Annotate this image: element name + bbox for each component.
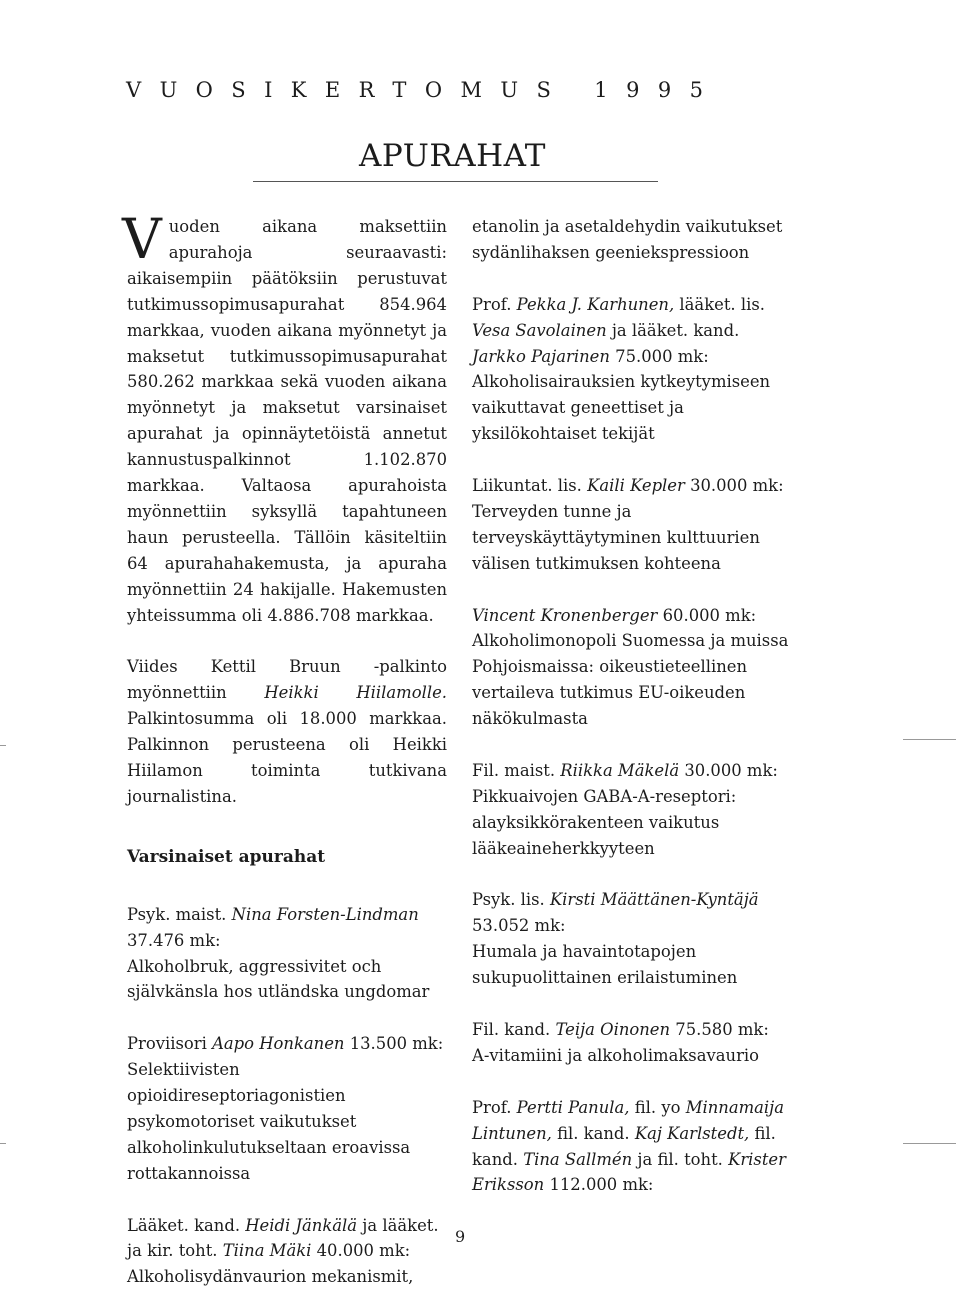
grant-topic-continued: etanolin ja asetaldehydin vaikutukset sydänlihaksen geeniekspressioon bbox=[472, 217, 783, 262]
edge-mark bbox=[0, 1143, 6, 1144]
grant-topic: Alkoholisydänvaurion mekanismit, bbox=[127, 1267, 414, 1287]
grants-heading: Varsinaiset apurahat bbox=[127, 846, 326, 867]
recipient-name: Kaj Karlstedt, bbox=[634, 1123, 750, 1143]
grant-recipient: Psyk. lis. Kirsti Määttänen-Kyntäjä bbox=[472, 890, 759, 910]
grant-recipient: Prof. Pertti Panula, fil. yo Minnamaija Lintunen, fil. kand. Kaj Karlstedt, fil. kand. Tina Sallmén ja fil. toht. Krister Eriksson 112.000 mk: bbox=[472, 1097, 786, 1195]
left-column bbox=[122, 207, 447, 1290]
recipient-name: Vesa Savolainen bbox=[472, 320, 607, 340]
grant-topic: Terveyden tunne ja terveyskäyttäytyminen kulttuurien välisen tutkimuksen kohteena bbox=[472, 501, 760, 573]
grant-topic: Alkoholimonopoli Suomessa ja muissa Pohjoismaissa: oikeustieteellinen vertaileva tutkimus EU-oikeuden näkökulmasta bbox=[472, 631, 789, 729]
grant-recipient: Prof. Pekka J. Karhunen, lääket. lis. Vesa Savolainen ja lääket. kand. Jarkko Pajarinen 75.000 mk: bbox=[472, 294, 765, 366]
grant-recipient: Liikuntat. lis. Kaili Kepler 30.000 mk: bbox=[472, 476, 784, 496]
title-rule bbox=[253, 181, 658, 182]
recipient-name: Krister Eriksson bbox=[472, 1149, 786, 1195]
grant-entry bbox=[472, 758, 792, 862]
grant-topic: Pikkuaivojen GABA-A-reseptori: alayksikkörakenteen vaikutus lääkeaineherkkyyteen bbox=[472, 786, 737, 858]
running-head: VUOSIKERTOMUS 1995 bbox=[126, 78, 722, 102]
grant-recipient: Fil. kand. Teija Oinonen 75.580 mk: bbox=[472, 1020, 769, 1039]
page-number: 9 bbox=[455, 1227, 466, 1246]
intro-text: uoden aikana maksettiin apurahoja seuraavasti: aikaisempiin päätöksiin perustuvat tutkimussopimusapurahat 854.964 markkaa, vuoden aikana myönnetyt ja maksetut tutkimussopimusapurahat 580.262 markkaa sekä vuoden aikana myönnetyt ja maksetut varsinaiset apurahat ja opinnäytetöistä annetut kannustuspalkinnot 1.102.870 markkaa. Valtaosa apurahoista myönnettiin syksyllä tapahtuneen haun perusteella. Tällöin käsiteltiin 64 apurahahakemusta, ja apuraha myönnettiin 24 hakijalle. Hakemusten yhteissumma oli 4.886.708 markkaa. bbox=[127, 217, 447, 625]
recipient-name: Nina Forsten-Lindman bbox=[231, 904, 419, 924]
recipient-name: Kirsti Määttänen-Kyntäjä bbox=[549, 890, 759, 910]
grant-topic: Selektiivisten opioidireseptoriagonistien psykomotoriset vaikutukset alkoholinkulutukseltaan eroavissa rottakannoissa bbox=[127, 1060, 411, 1183]
grant-topic: Alkoholbruk, aggressivitet och självkänsla hos utländska ungdomar bbox=[127, 956, 430, 1002]
prize-recipient: Heikki Hiilamolle. bbox=[264, 683, 447, 703]
grant-entry bbox=[472, 887, 792, 991]
prize-before: Viides Kettil Bruun -palkinto myönnettiin bbox=[127, 657, 447, 703]
grant-amount: 60.000 mk: bbox=[662, 605, 757, 625]
recipient-name: Tina Sallmén bbox=[523, 1149, 633, 1169]
prize-paragraph bbox=[127, 654, 447, 809]
recipient-name: Aapo Honkanen bbox=[212, 1034, 345, 1054]
margin-rule bbox=[903, 1143, 956, 1144]
grant-amount: 37.476 mk: bbox=[127, 930, 221, 950]
grant-entry bbox=[472, 603, 792, 733]
drop-cap: V bbox=[122, 207, 162, 271]
grant-amount: 40.000 mk: bbox=[316, 1241, 411, 1261]
edge-mark bbox=[0, 745, 6, 746]
recipient-name: Pertti Panula, bbox=[516, 1097, 630, 1117]
grant-entry bbox=[127, 902, 447, 1006]
grant-recipient: Psyk. maist. Nina Forsten-Lindman bbox=[127, 904, 419, 924]
grant-entry bbox=[472, 473, 792, 577]
recipient-name: Jarkko Pajarinen bbox=[472, 346, 610, 366]
section-title: APURAHAT bbox=[359, 138, 546, 174]
recipient-name: Minnamaija Lintunen, bbox=[472, 1097, 785, 1143]
grant-recipient: Proviisori Aapo Honkanen 13.500 mk: bbox=[127, 1034, 444, 1054]
grant-recipient: Fil. maist. Riikka Mäkelä 30.000 mk: bbox=[472, 760, 778, 780]
recipient-name: Heidi Jänkälä bbox=[245, 1215, 358, 1235]
grant-topic: Humala ja havaintotapojen sukupuolittainen erilaistuminen bbox=[472, 942, 738, 988]
grant-amount: 13.500 mk: bbox=[349, 1034, 444, 1054]
grant-topic: Alkoholisairauksien kytkeytymiseen vaikuttavat geneettiset ja yksilökohtaiset tekijät bbox=[472, 372, 771, 444]
margin-rule bbox=[903, 739, 956, 740]
grant-recipient bbox=[472, 603, 792, 629]
recipient-name: Pekka J. Karhunen, bbox=[516, 294, 675, 314]
recipient-name: Vincent Kronenberger bbox=[472, 605, 658, 625]
intro-paragraph bbox=[122, 207, 447, 629]
grant-entry bbox=[472, 1017, 792, 1069]
grant-amount: 53.052 mk: bbox=[472, 916, 566, 936]
grant-amount: 30.000 mk: bbox=[684, 760, 778, 780]
grant-amount: 30.000 mk: bbox=[690, 476, 784, 496]
grant-topic: A-vitamiini ja alkoholimaksavaurio bbox=[472, 1045, 760, 1065]
grant-entry bbox=[472, 292, 792, 447]
prize-after: Palkintosumma oli 18.000 markkaa. Palkinnon perusteena oli Heikki Hiilamon toiminta tutkivana journalistina. bbox=[127, 709, 447, 806]
grant-entry bbox=[127, 1031, 447, 1186]
recipient-name: Teija Oinonen bbox=[555, 1020, 671, 1039]
recipient-name: Tiina Mäki bbox=[222, 1241, 312, 1261]
grant-recipient: Lääket. kand. Heidi Jänkälä ja lääket. ja kir. toht. Tiina Mäki 40.000 mk: bbox=[127, 1215, 439, 1261]
recipient-name: Kaili Kepler bbox=[587, 476, 685, 496]
grant-entry bbox=[127, 1213, 447, 1291]
recipient-name: Riikka Mäkelä bbox=[560, 760, 680, 780]
grant-amount: 112.000 mk: bbox=[549, 1175, 654, 1195]
right-column bbox=[472, 214, 792, 1198]
grant-amount: 75.000 mk: bbox=[615, 346, 709, 366]
grant-entry bbox=[472, 1095, 792, 1199]
grant-amount: 75.580 mk: bbox=[675, 1020, 769, 1039]
